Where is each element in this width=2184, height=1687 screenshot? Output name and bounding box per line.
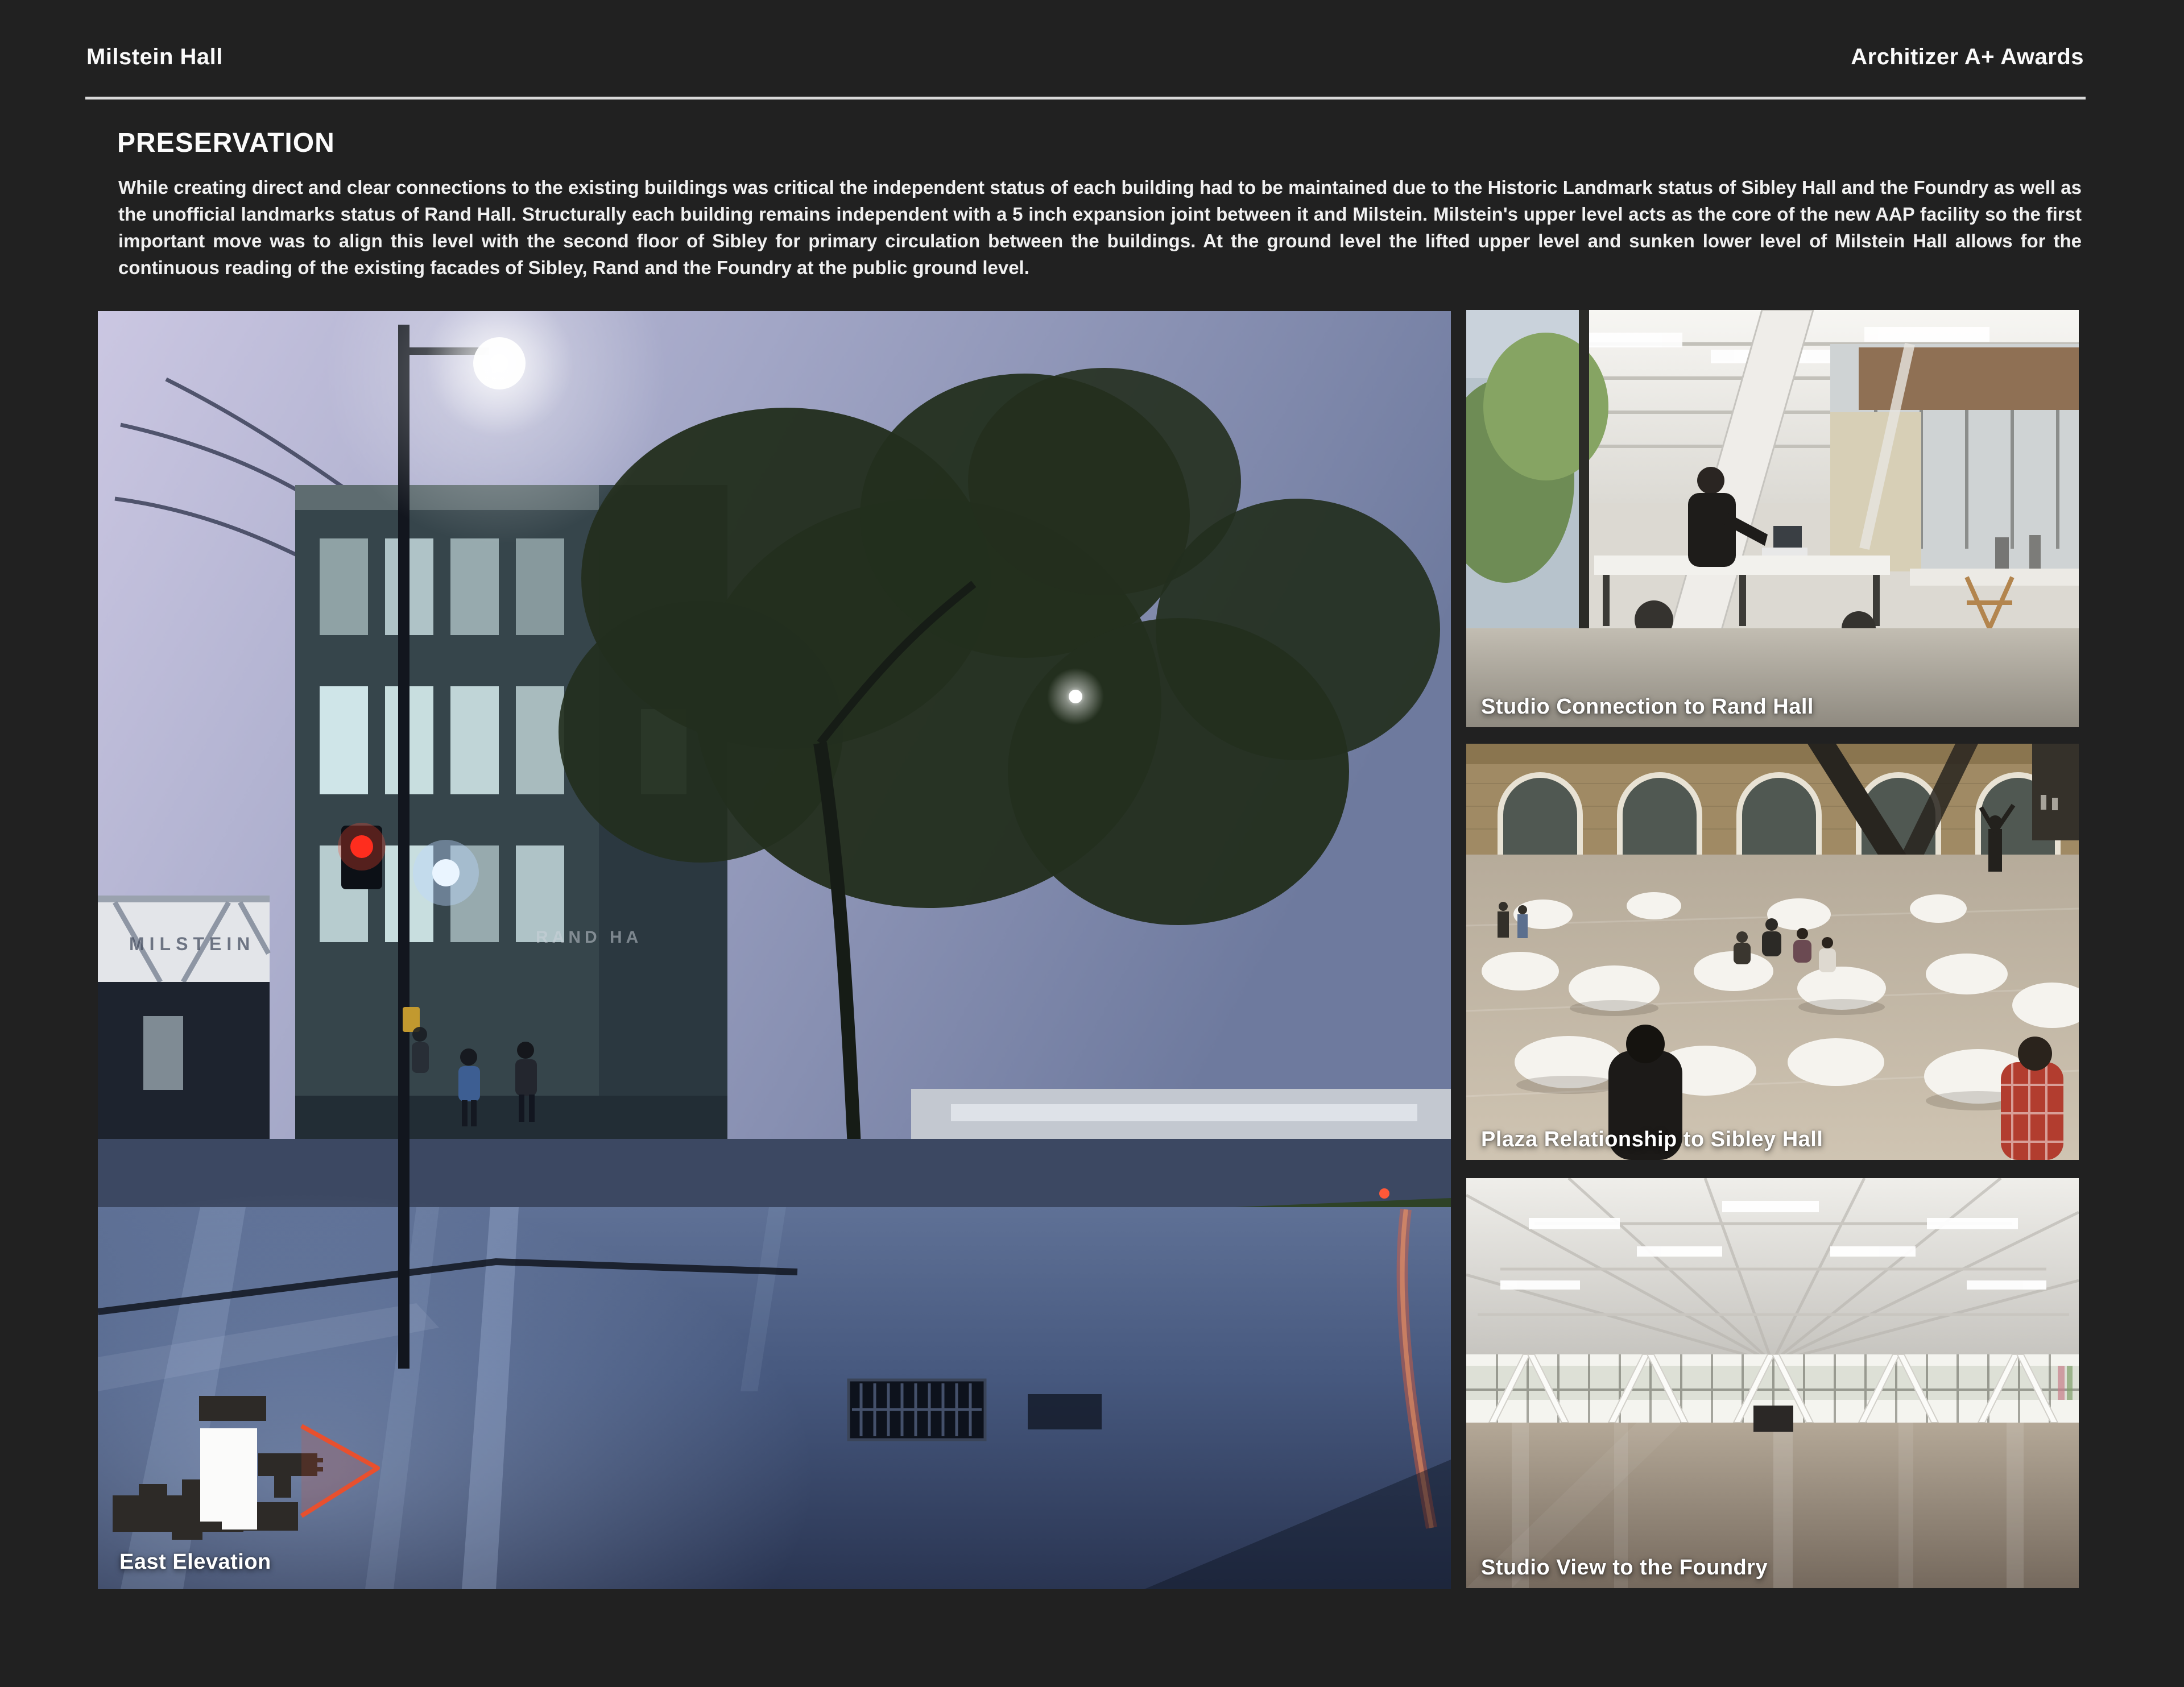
side-photo-foundry-view	[1466, 1178, 2079, 1588]
milstein-sign: MILSTEIN	[129, 934, 255, 954]
section-title: PRESERVATION	[117, 128, 335, 158]
ceiling-grid	[1466, 1178, 2079, 1362]
award-title: Architizer A+ Awards	[1851, 44, 2084, 69]
side-photo-caption-1: Studio Connection to Rand Hall	[1481, 695, 1814, 719]
window-wall-left	[1466, 310, 1608, 662]
view-arrow-fill	[301, 1426, 378, 1516]
side-photo-studio-connection	[1466, 310, 2079, 727]
main-photo-east-elevation	[98, 311, 1451, 1589]
studio-interior-art	[1466, 310, 2079, 727]
header-divider	[85, 97, 2086, 100]
milstein-hall-footprint	[200, 1428, 257, 1530]
milstein-hall-left-band	[98, 896, 270, 1139]
foundry-view-art	[1466, 1178, 2079, 1588]
side-photo-caption-3: Studio View to the Foundry	[1481, 1556, 1768, 1580]
sibley-facade	[1466, 744, 2079, 860]
side-photo-plaza	[1466, 744, 2079, 1160]
section-body-paragraph: While creating direct and clear connections to the existing buildings was critical the independent status of each building had to be maintained due to the Historic Landmark status of Sibley Hall and the Foundry as well as the unofficial landmarks status of Rand Hall. Structurally each building remains independent with a 5 inch expansion joint between it and Milstein. Milstein's upper level acts as the core of the new AAP facility so the first important move was to align this level with the second floor of Sibley for primary circulation between the buildings. At the ground level the lifted upper level and sunken lower level of Milstein Hall allows for the continuous reading of the existing facades of Sibley, Rand and the Foundry at the public ground level.	[118, 177, 2082, 278]
rand-hall-footprint	[199, 1396, 266, 1421]
side-photo-caption-2: Plaza Relationship to Sibley Hall	[1481, 1128, 1823, 1151]
site-key-diagram	[111, 1394, 384, 1542]
project-title: Milstein Hall	[86, 44, 223, 69]
rand-hall-sign: RAND HA	[536, 928, 643, 947]
main-photo-caption: East Elevation	[119, 1550, 271, 1574]
plaza-art	[1466, 744, 2079, 1160]
floor-object	[1753, 1406, 1793, 1432]
street-lamp-right	[1069, 690, 1082, 703]
